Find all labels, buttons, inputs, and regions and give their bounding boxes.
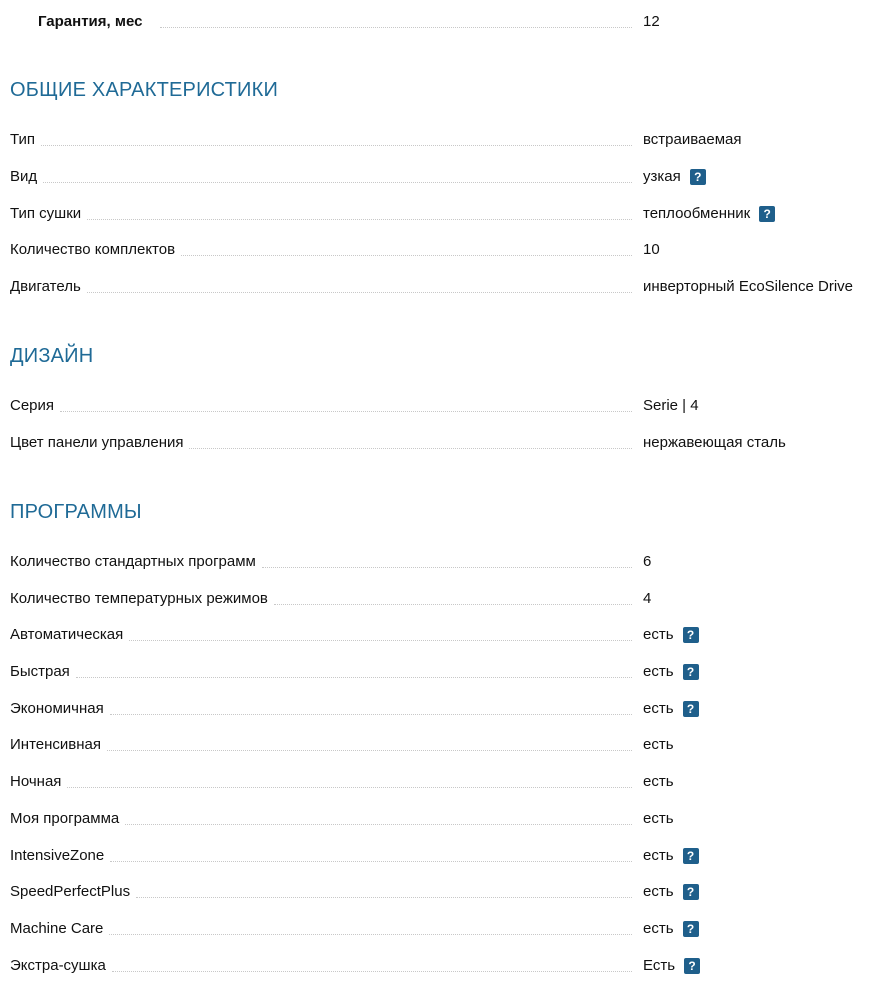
leader-dots bbox=[262, 567, 632, 568]
spec-row bbox=[10, 845, 874, 867]
spec-value: есть ? bbox=[643, 881, 699, 903]
spec-value: 10 bbox=[643, 241, 660, 258]
section-title: ПРОГРАММЫ bbox=[10, 501, 142, 523]
spec-label: Моя программа bbox=[10, 808, 123, 830]
leader-dots bbox=[274, 604, 632, 605]
spec-row bbox=[10, 955, 874, 977]
spec-label: Серия bbox=[10, 395, 58, 417]
section-title: ДИЗАЙН bbox=[10, 345, 94, 367]
help-icon[interactable]: ? bbox=[683, 664, 699, 680]
leader-dots bbox=[110, 861, 632, 862]
spec-value: теплообменник ? bbox=[643, 203, 775, 225]
spec-row bbox=[10, 771, 874, 793]
spec-value: встраиваемая bbox=[643, 131, 742, 148]
spec-row bbox=[10, 203, 874, 225]
spec-row bbox=[10, 129, 874, 151]
spec-label: Количество стандартных программ bbox=[10, 551, 260, 573]
leader-dots bbox=[60, 411, 632, 412]
spec-value: 6 bbox=[643, 553, 652, 570]
spec-label: Экономичная bbox=[10, 698, 108, 720]
spec-value: инверторный EcoSilence Drive bbox=[643, 278, 854, 295]
help-icon[interactable]: ? bbox=[690, 169, 706, 185]
leader-dots bbox=[43, 182, 632, 183]
spec-label: Цвет панели управления bbox=[10, 432, 187, 454]
spec-row bbox=[10, 432, 874, 454]
spec-row bbox=[10, 661, 874, 683]
spec-value: есть ? bbox=[643, 624, 699, 646]
leader-dots bbox=[112, 971, 632, 972]
leader-dots bbox=[67, 787, 632, 788]
spec-row bbox=[10, 166, 874, 188]
spec-label: Вид bbox=[10, 166, 41, 188]
warranty-row bbox=[10, 11, 874, 33]
spec-value: есть bbox=[643, 810, 674, 827]
spec-label: Количество температурных режимов bbox=[10, 588, 272, 610]
spec-value: узкая ? bbox=[643, 166, 706, 188]
leader-dots bbox=[87, 219, 632, 220]
spec-row bbox=[10, 588, 874, 610]
help-icon[interactable]: ? bbox=[683, 701, 699, 717]
spec-row bbox=[10, 624, 874, 646]
leader-dots bbox=[107, 750, 632, 751]
leader-dots bbox=[87, 292, 632, 293]
spec-row bbox=[10, 734, 874, 756]
help-icon[interactable]: ? bbox=[683, 848, 699, 864]
spec-row bbox=[10, 276, 874, 298]
spec-value: Есть ? bbox=[643, 955, 700, 977]
leader-dots bbox=[136, 897, 632, 898]
help-icon[interactable]: ? bbox=[683, 884, 699, 900]
spec-value: Serie | 4 bbox=[643, 397, 699, 414]
spec-label: Экстра-сушка bbox=[10, 955, 110, 977]
section-title: ОБЩИЕ ХАРАКТЕРИСТИКИ bbox=[10, 79, 279, 101]
spec-label: IntensiveZone bbox=[10, 845, 108, 867]
leader-dots bbox=[129, 640, 632, 641]
help-icon[interactable]: ? bbox=[683, 921, 699, 937]
spec-value: есть ? bbox=[643, 918, 699, 940]
spec-label: Быстрая bbox=[10, 661, 74, 683]
help-icon[interactable]: ? bbox=[759, 206, 775, 222]
spec-value: есть ? bbox=[643, 845, 699, 867]
warranty-label: Гарантия, мес bbox=[10, 11, 146, 33]
spec-row bbox=[10, 551, 874, 573]
spec-row bbox=[10, 239, 874, 261]
help-icon[interactable]: ? bbox=[684, 958, 700, 974]
spec-row bbox=[10, 881, 874, 903]
spec-label: Тип сушки bbox=[10, 203, 85, 225]
spec-label: Количество комплектов bbox=[10, 239, 179, 261]
spec-value: есть bbox=[643, 773, 674, 790]
leader-dots bbox=[160, 27, 632, 28]
spec-label: Интенсивная bbox=[10, 734, 105, 756]
warranty-value: 12 bbox=[643, 13, 660, 30]
spec-value: есть ? bbox=[643, 661, 699, 683]
leader-dots bbox=[41, 145, 632, 146]
leader-dots bbox=[189, 448, 632, 449]
spec-value: нержавеющая сталь bbox=[643, 434, 786, 451]
spec-label: Тип bbox=[10, 129, 39, 151]
spec-label: Machine Care bbox=[10, 918, 107, 940]
spec-label: Ночная bbox=[10, 771, 65, 793]
spec-value: есть ? bbox=[643, 698, 699, 720]
spec-row bbox=[10, 918, 874, 940]
spec-row bbox=[10, 808, 874, 830]
spec-label: Двигатель bbox=[10, 276, 85, 298]
leader-dots bbox=[109, 934, 632, 935]
leader-dots bbox=[181, 255, 632, 256]
spec-label: SpeedPerfectPlus bbox=[10, 881, 134, 903]
spec-row bbox=[10, 698, 874, 720]
leader-dots bbox=[110, 714, 632, 715]
spec-value: 4 bbox=[643, 590, 652, 607]
help-icon[interactable]: ? bbox=[683, 627, 699, 643]
leader-dots bbox=[76, 677, 632, 678]
leader-dots bbox=[125, 824, 632, 825]
spec-label: Автоматическая bbox=[10, 624, 127, 646]
spec-value: есть bbox=[643, 736, 674, 753]
spec-row bbox=[10, 395, 874, 417]
